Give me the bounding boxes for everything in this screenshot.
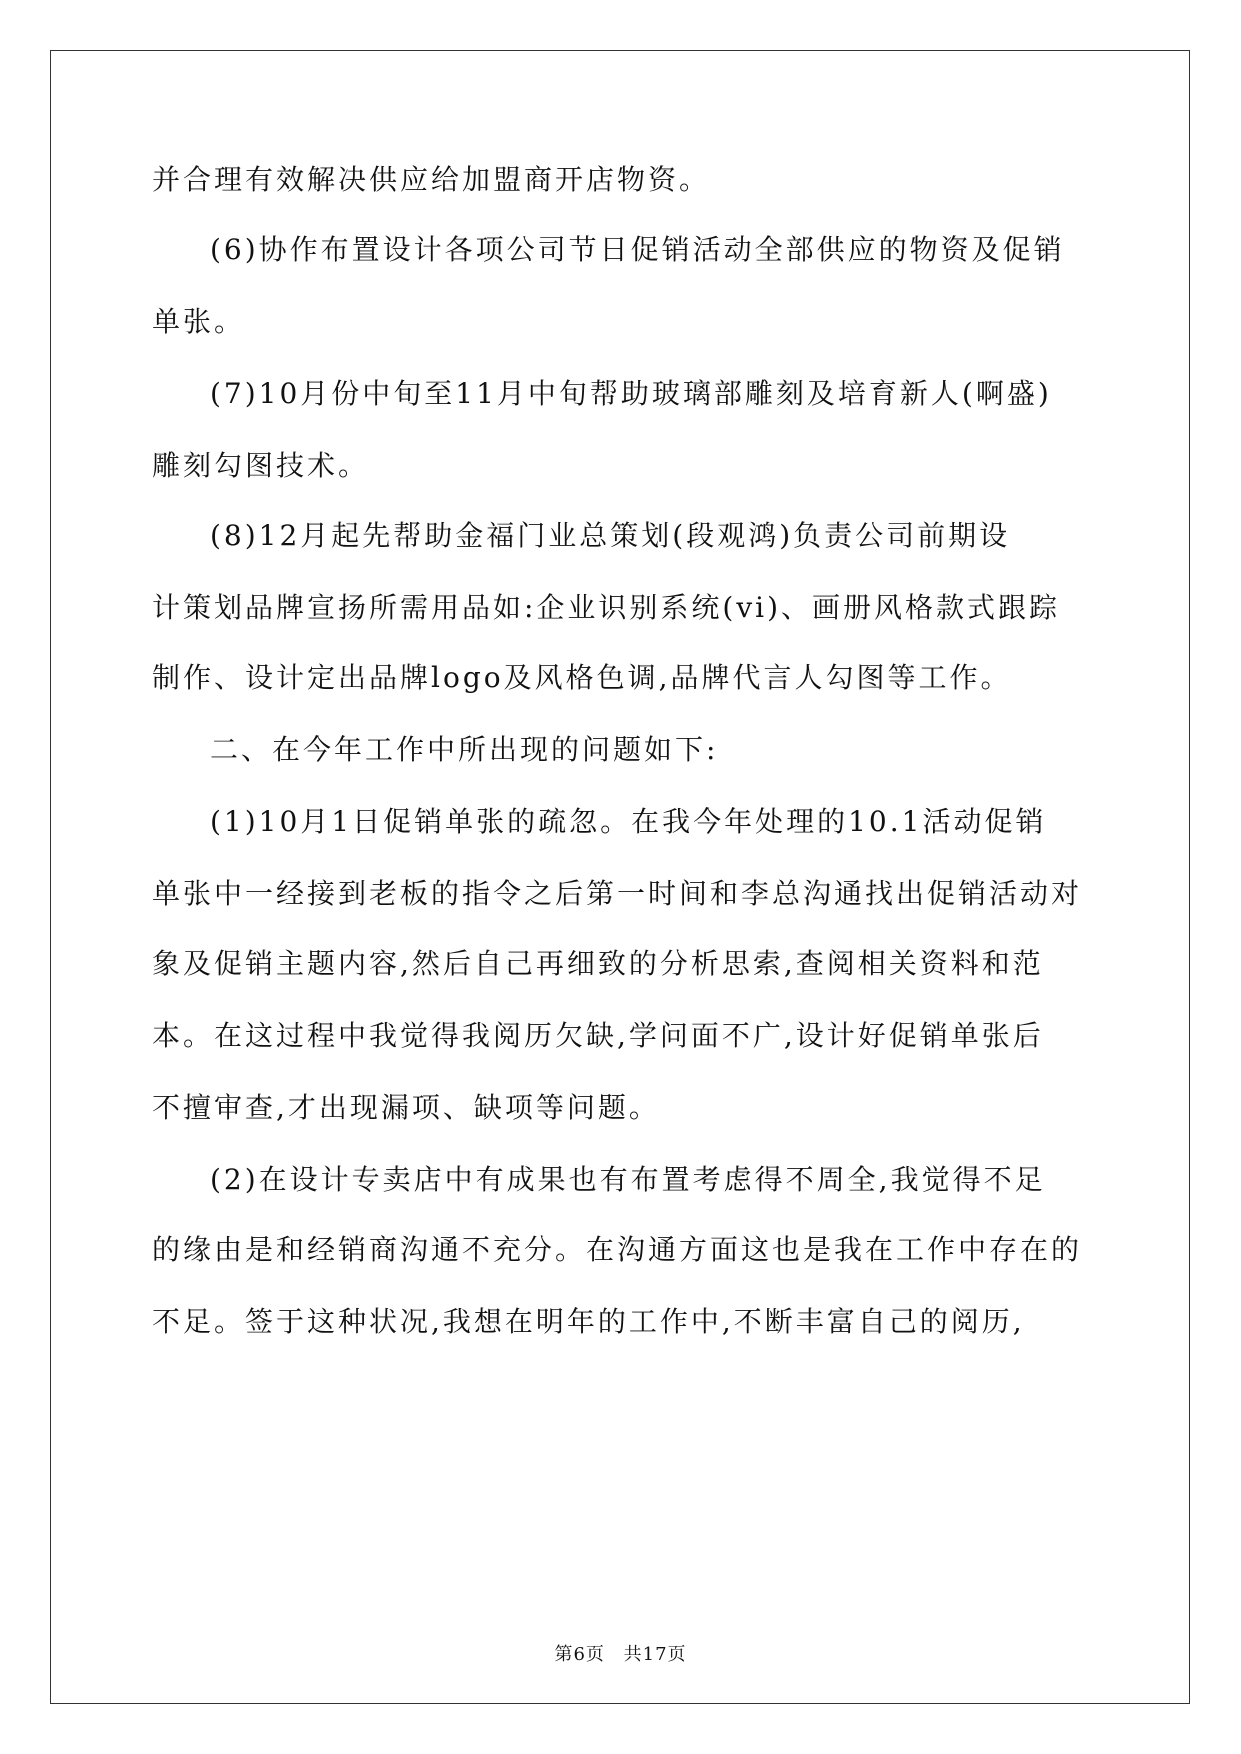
text-line: 二、在今年工作中所出现的问题如下: (210, 733, 719, 766)
text-line: 本。在这过程中我觉得我阅历欠缺,学问面不广,设计好促销单张后 (152, 1019, 1044, 1052)
text-line: 单张中一经接到老板的指令之后第一时间和李总沟通找出促销活动对 (152, 877, 1083, 910)
text-line: 并合理有效解决供应给加盟商开店物资。 (152, 163, 711, 196)
text-line: 象及促销主题内容,然后自己再细致的分析思索,查阅相关资料和范 (152, 947, 1044, 980)
text-line: 不擅审查,才出现漏项、缺项等问题。 (152, 1091, 660, 1124)
text-line: 雕刻勾图技术。 (152, 449, 370, 482)
text-line: (1)10月1日促销单张的疏忽。在我今年处理的10.1活动促销 (210, 805, 1047, 838)
text-line: 制作、设计定出品牌logo及风格色调,品牌代言人勾图等工作。 (152, 661, 1012, 694)
text-line: (7)10月份中旬至11月中旬帮助玻璃部雕刻及培育新人(啊盛) (210, 377, 1052, 410)
text-line: 计策划品牌宣扬所需用品如:企业识别系统(vi)、画册风格款式跟踪 (152, 591, 1061, 624)
page-footer (0, 1640, 1241, 1666)
page-number-total: 共17页 (623, 1644, 687, 1665)
page-number-current: 第6页 (554, 1644, 605, 1665)
text-line: 的缘由是和经销商沟通不充分。在沟通方面这也是我在工作中存在的 (152, 1233, 1083, 1266)
text-line: (2)在设计专卖店中有成果也有布置考虑得不周全,我觉得不足 (210, 1163, 1046, 1196)
text-line: 不足。签于这种状况,我想在明年的工作中,不断丰富自己的阅历, (152, 1305, 1025, 1338)
text-line: (8)12月起先帮助金福门业总策划(段观鸿)负责公司前期设 (210, 519, 1011, 552)
text-line: (6)协作布置设计各项公司节日促销活动全部供应的物资及促销 (210, 233, 1065, 266)
text-line: 单张。 (152, 305, 246, 338)
